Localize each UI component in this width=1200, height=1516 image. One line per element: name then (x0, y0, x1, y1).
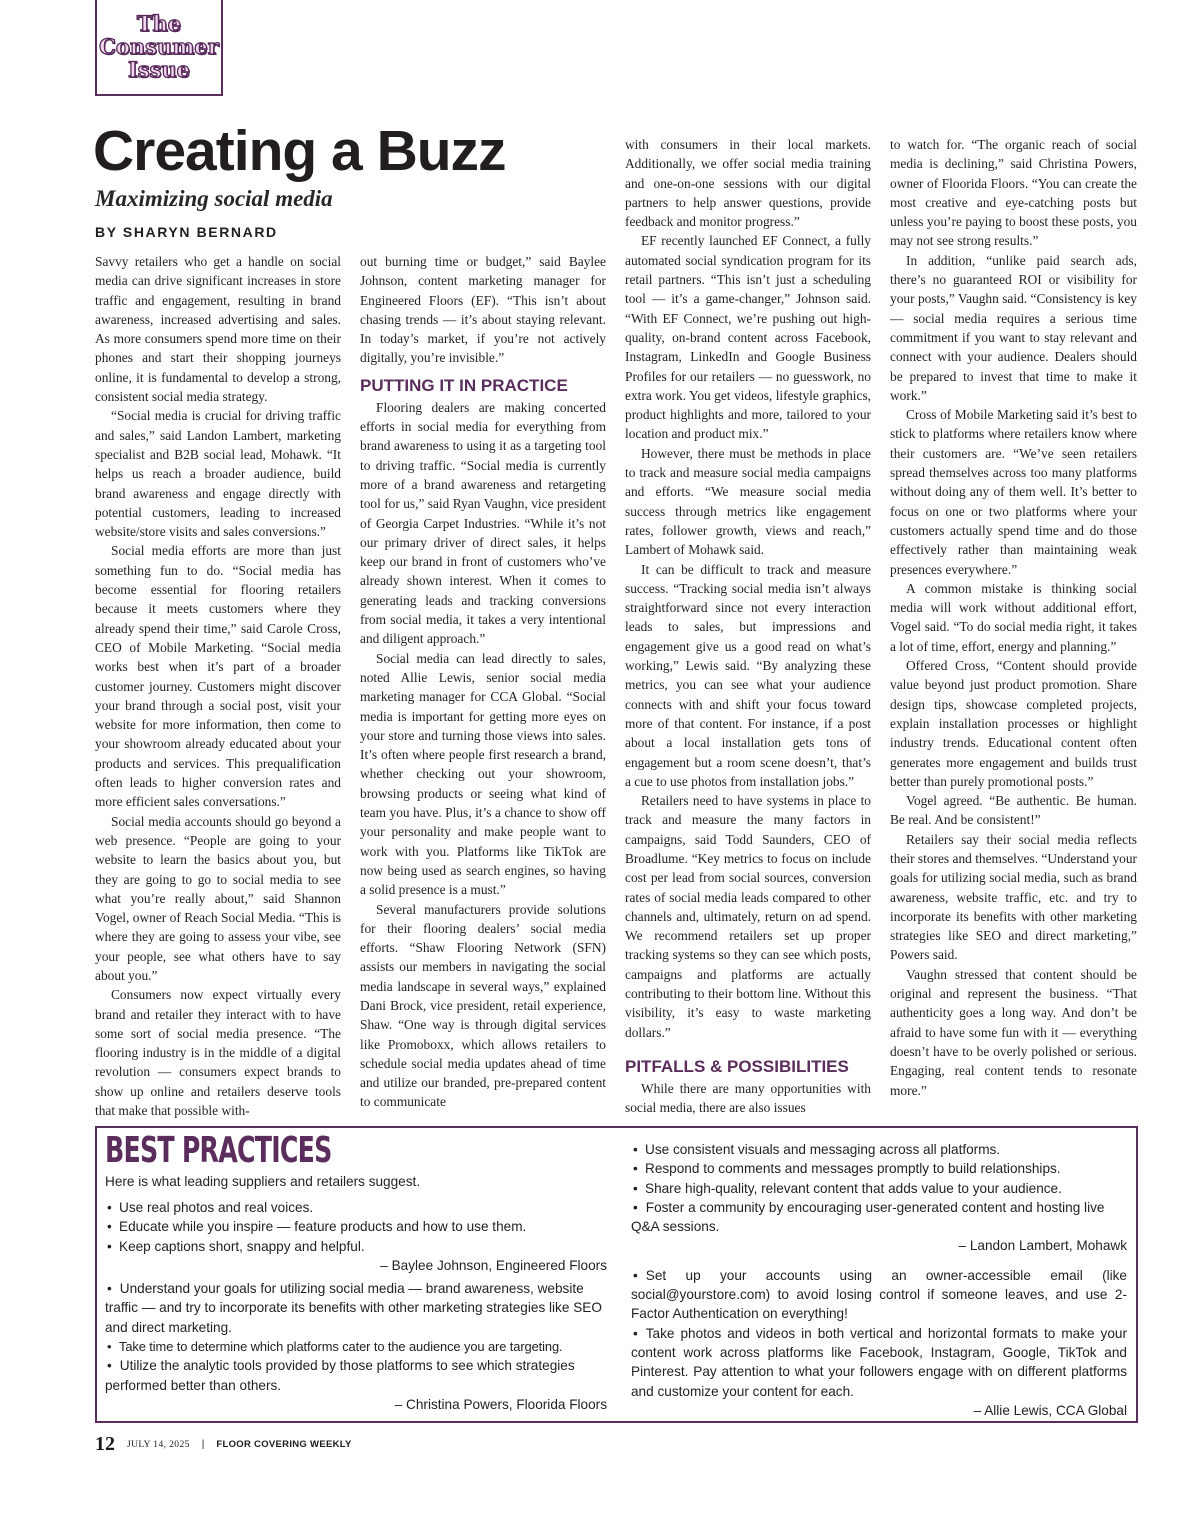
paragraph: Cross of Mobile Marketing said it’s best to stick to platforms where retailers know where their customers are. “We’ve seen retailers spread themselves across too many platforms without doing any of them well. It’s better to focus on one or two platforms where your customers actually spend time and do those effectively rather than maintaining weak presences everywhere.” (890, 407, 1137, 577)
badge-line-issue: Issue (127, 57, 191, 82)
paragraph: Retailers say their social media reflects their stores and themselves. “Understand your goals for utilizing social media, such as brand awareness, website traffic, etc. and try to incorporate its benefits with other marketing strategies like SEO and direct marketing,” Powers said. (890, 831, 1137, 963)
list-item: • Use consistent visuals and messaging across all platforms. (631, 1140, 1127, 1159)
article-column-3 (625, 135, 871, 1122)
paragraph: Flooring dealers are making concerted efforts in social media for everything from brand awareness to using it as a targeting tool to driving traffic. “Social media is currently more of a brand awareness and retargeting tool for us,” said Ryan Vaughn, vice president of Georgia Carpet Industries. “While it’s not our primary driver of direct sales, it helps keep our brand in front of customers who’ve already shown interest. When it comes to generating leads and tracking conversions from social media, it takes a very intentional and diligent approach.” (360, 399, 606, 647)
list-item: • Keep captions short, snappy and helpful. (105, 1237, 607, 1256)
best-practices-title: BEST PRACTICES (105, 1130, 332, 1171)
best-practices-box (95, 1126, 1138, 1423)
paragraph: While there are many opportunities with social media, there are also issues (625, 1080, 871, 1116)
paragraph: Consumers now expect virtually every brand and retailer they interact with to have some sort of social media presence. “The flooring industry is in the middle of a digital revolution — consumers expect brands to show up online and retailers deserve tools that make that possible with- (95, 987, 341, 1119)
paragraph: to watch for. “The organic reach of social media is declining,” said Christina Powers, owner of Floorida Floors. “You can create the most creative and eye-catching posts but unless you’re paying to boost these posts, you may not see strong results.” (890, 137, 1137, 249)
paragraph: EF recently launched EF Connect, a fully automated social syndication program for its retail partners. “This isn’t just a scheduling tool — it’s a game-changer,” Johnson said. “With EF Connect, we’re pushing out high-quality, on-brand content across Facebook, Instagram, LinkedIn and Google Business Profiles for our retailers — no guesswork, no extra work. You get videos, lifestyle graphics, product highlights and more, tailored to your location and product mix.” (625, 233, 871, 442)
list-item: • Set up your accounts using an owner-accessible email (like social@yourstore.com) to avoid losing control if someone leaves, and use 2-Factor Authentication on everything! (631, 1266, 1127, 1324)
paragraph: However, there must be methods in place to track and measure social media campaigns and efforts. “We measure social media success through metrics like engagement rates, follower growth, views and reach,” Lambert of Mohawk said. (625, 445, 871, 558)
paragraph: Vaughn stressed that content should be original and represent the business. “That authenticity goes a long way. And don’t be afraid to have some fun with it — everything doesn’t have to be overly polished or serious. Engaging, real content tends to resonate more.” (890, 966, 1137, 1098)
list-item: • Take photos and videos in both vertical and horizontal formats to make your content work across platforms like Facebook, Instagram, Google, TikTok and Pinterest. Pay attention to what your followers engage with on different platforms and customize your content for each. (631, 1324, 1127, 1401)
paragraph: It can be difficult to track and measure success. “Tracking social media isn’t always straightforward since not every interaction leads to sales, but impressions and engagement give us a good read on what’s working,” Lewis said. “By analyzing these metrics, you can see what your audience connects with and shift your focus toward more of that content. For instance, if a post about a local installation gets tons of engagement but a room scene doesn’t, that’s a cue to use photos from installation jobs.” (625, 561, 871, 789)
page-number: 12 (95, 1433, 115, 1455)
attribution: – Allie Lewis, CCA Global (973, 1402, 1127, 1418)
tips-list-lambert (631, 1140, 1127, 1236)
list-item: • Use real photos and real voices. (105, 1198, 607, 1217)
issue-badge (95, 0, 223, 96)
best-practices-left-column (105, 1198, 607, 1414)
paragraph: Retailers need to have systems in place to track and measure the many factors in campaigns, said Todd Saunders, CEO of Broadlume. “Key metrics to focus on include cost per lead from social sources, conversion rates of social media leads compared to other channels and, ultimately, return on ad spend. We recommend retailers set up proper tracking systems so they can see which posts, campaigns and platforms are actually contributing to their bottom line. Without this visibility, it’s easy to waste marketing dollars.” (625, 793, 871, 1040)
best-practices-right-column (631, 1140, 1127, 1420)
best-practices-intro: Here is what leading suppliers and retailers suggest. (105, 1174, 421, 1189)
attribution: – Landon Lambert, Mohawk (958, 1238, 1127, 1254)
footer-separator: | (201, 1439, 205, 1450)
article-column-2 (360, 252, 606, 1122)
badge-line-the: The (136, 11, 182, 36)
page-footer (95, 1433, 352, 1457)
tips-list-lewis (631, 1266, 1127, 1401)
attribution: – Christina Powers, Floorida Floors (394, 1396, 607, 1412)
issue-date: JULY 14, 2025 (127, 1439, 190, 1450)
section-heading-putting-it-in-practice: PUTTING IT IN PRACTICE (360, 375, 568, 395)
section-heading-pitfalls-possibilities: PITFALLS & POSSIBILITIES (625, 1056, 849, 1076)
paragraph: Vogel agreed. “Be authentic. Be human. Be real. And be consistent!” (890, 793, 1137, 828)
paragraph: In addition, “unlike paid search ads, there’s no guaranteed ROI or visibility for your posts,” Vaughn said. “Consistency is key — social media requires a serious time commitment if you want to stay relevant and connect with your audience. Dealers should be prepared to invest that time to make it work.” (890, 252, 1137, 403)
list-item: • Respond to comments and messages promptly to build relationships. (631, 1159, 1127, 1178)
paragraph: Social media accounts should go beyond a web presence. “People are going to your website to learn the basics about you, but they are going to go to social media to see what you’re really about,” said Shannon Vogel, owner of Reach Social Media. “This is where they are going to assess your vibe, see your people, see what others have to say about you.” (95, 813, 341, 983)
list-item: • Share high-quality, relevant content that adds value to your audience. (631, 1179, 1127, 1198)
publication-name: FLOOR COVERING WEEKLY (216, 1439, 352, 1450)
article-subtitle: Maximizing social media (95, 186, 333, 211)
badge-line-consumer: Consumer (99, 34, 219, 59)
paragraph: with consumers in their local markets. Additionally, we offer social media training and one-on-one sessions with our digital partners to help answer questions, provide feedback and monitor progress.” (625, 137, 871, 230)
article-title: Creating a Buzz (93, 119, 506, 183)
paragraph: Several manufacturers provide solutions for their flooring dealers’ social media efforts. “Shaw Flooring Network (SFN) assists our members in navigating the social media landscape in several ways,” explained Dani Brock, vice president, retail experience, Shaw. “One way is through digital services like Promoboxx, which allows retailers to schedule social media updates ahead of time and utilize our branded, pre-prepared content to communicate (360, 901, 606, 1110)
tips-list-johnson (105, 1198, 607, 1256)
paragraph: Social media efforts are more than just something fun to do. “Social media has become essential for flooring retailers because it meets customers where they already spend their time,” said Carole Cross, CEO of Mobile Marketing. “Social media works best when it’s part of a broader customer journey. Customers might discover your brand through a social post, visit your website for more information, then come to your showroom already educated about your products and services. This prequalification often leads to higher conversion rates and more efficient sales conversations.” (95, 543, 341, 810)
list-item: • Take time to determine which platforms cater to the audience you are targeting. (105, 1337, 607, 1356)
article-byline: BY SHARYN BERNARD (95, 224, 278, 240)
paragraph: “Social media is crucial for driving traffic and sales,” said Landon Lambert, marketing specialist and B2B social lead, Mohawk. “It helps us reach a broader audience, build brand awareness and engage directly with potential customers, leading to increased website/store visits and sales conversions.” (95, 408, 341, 540)
attribution: – Baylee Johnson, Engineered Floors (380, 1257, 607, 1273)
tips-list-powers (105, 1279, 607, 1395)
paragraph: Offered Cross, “Content should provide value beyond just product promotion. Share design tips, showcase completed projects, explain installation processes or highlight industry trends. Educational content often generates more engagement and builds trust better than purely promotional posts.” (890, 658, 1137, 789)
list-item: • Educate while you inspire — feature products and how to use them. (105, 1217, 607, 1236)
list-item: • Utilize the analytic tools provided by those platforms to see which strategies performed better than others. (105, 1356, 607, 1395)
paragraph: Savvy retailers who get a handle on social media can drive significant increases in store traffic and engagement, resulting in brand awareness, increased advertising and sales. As more consumers spend more time on their phones and start their shopping journeys online, it is fundamental to develop a strong, consistent social media strategy. (95, 254, 341, 405)
list-item: • Understand your goals for utilizing social media — brand awareness, website traffic — and try to incorporate its benefits with other marketing strategies like SEO and direct marketing. (105, 1279, 607, 1337)
article-column-4 (890, 135, 1137, 1122)
paragraph: Social media can lead directly to sales, noted Allie Lewis, senior social media marketing manager for CCA Global. “Social media is important for getting more eyes on your store and turning those views into sales. It’s often where people first research a brand, whether checking out your showroom, browsing products or seeing what kind of team you have. Plus, it’s a chance to show off your personality and make people want to work with you. Platforms like TikTok are now being used as search engines, so having a solid presence is a must.” (360, 650, 606, 898)
article-column-1 (95, 252, 341, 1122)
paragraph: A common mistake is thinking social media will work without additional effort, Vogel said. “To do social media right, it takes a lot of time, effort, energy and planning.” (890, 580, 1137, 654)
paragraph: out burning time or budget,” said Baylee Johnson, content marketing manager for Engineered Floors (EF). “This isn’t about chasing trends — it’s about staying relevant. In today’s market, if you’re not actively digitally, you’re invisible.” (360, 254, 606, 366)
list-item: • Foster a community by encouraging user-generated content and hosting live Q&A sessions. (631, 1198, 1127, 1237)
